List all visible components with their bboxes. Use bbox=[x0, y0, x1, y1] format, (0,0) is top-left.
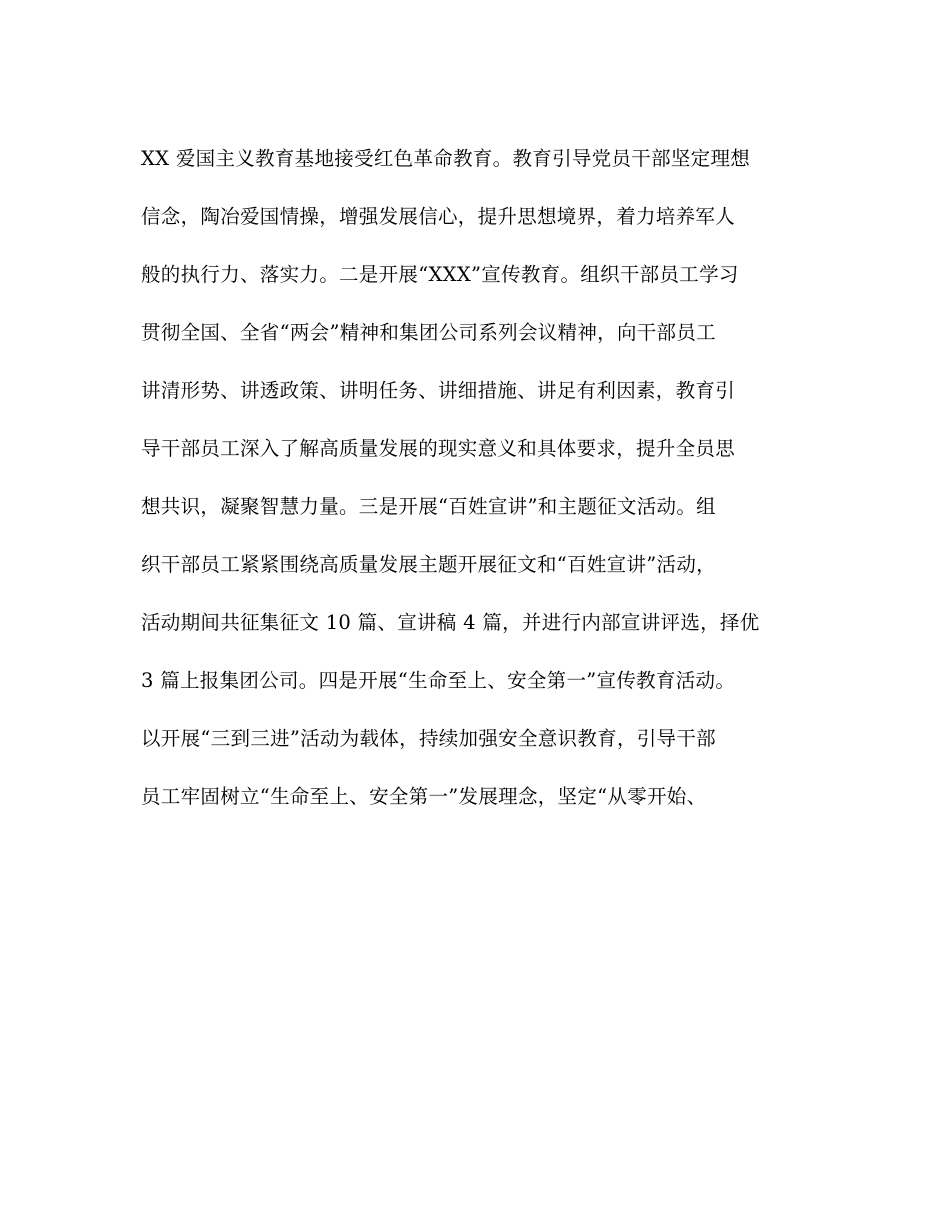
text-line: 信念，陶冶爱国情操，增强发展信心，提升思想境界，着力培养军人 bbox=[141, 205, 736, 228]
text-line: XX 爱国主义教育基地接受红色革命教育。教育引导党员干部坚定理想 bbox=[141, 147, 751, 170]
text-line: 导干部员工深入了解高质量发展的现实意义和具体要求，提升全员思 bbox=[141, 437, 736, 460]
text-line: 3 篇上报集团公司。四是开展“生命至上、安全第一”宣传教育活动。 bbox=[141, 669, 736, 692]
body-paragraph bbox=[141, 137, 821, 833]
text-line: 织干部员工紧紧围绕高质量发展主题开展征文和“百姓宣讲”活动， bbox=[141, 553, 716, 576]
text-line: 贯彻全国、全省“两会”精神和集团公司系列会议精神，向干部员工 bbox=[141, 321, 716, 344]
text-line: 般的执行力、落实力。二是开展“XXX”宣传教育。组织干部员工学习 bbox=[141, 263, 739, 286]
text-line: 以开展“三到三进”活动为载体，持续加强安全意识教育，引导干部 bbox=[141, 727, 716, 750]
text-line: 想共识，凝聚智慧力量。三是开展“百姓宣讲”和主题征文活动。组 bbox=[141, 495, 716, 518]
text-line: 活动期间共征集征文 10 篇、宣讲稿 4 篇，并进行内部宣讲评选，择优 bbox=[141, 611, 760, 634]
text-line: 员工牢固树立“生命至上、安全第一”发展理念，坚定“从零开始、 bbox=[141, 785, 707, 808]
text-line: 讲清形势、讲透政策、讲明任务、讲细措施、讲足有利因素，教育引 bbox=[141, 379, 736, 402]
